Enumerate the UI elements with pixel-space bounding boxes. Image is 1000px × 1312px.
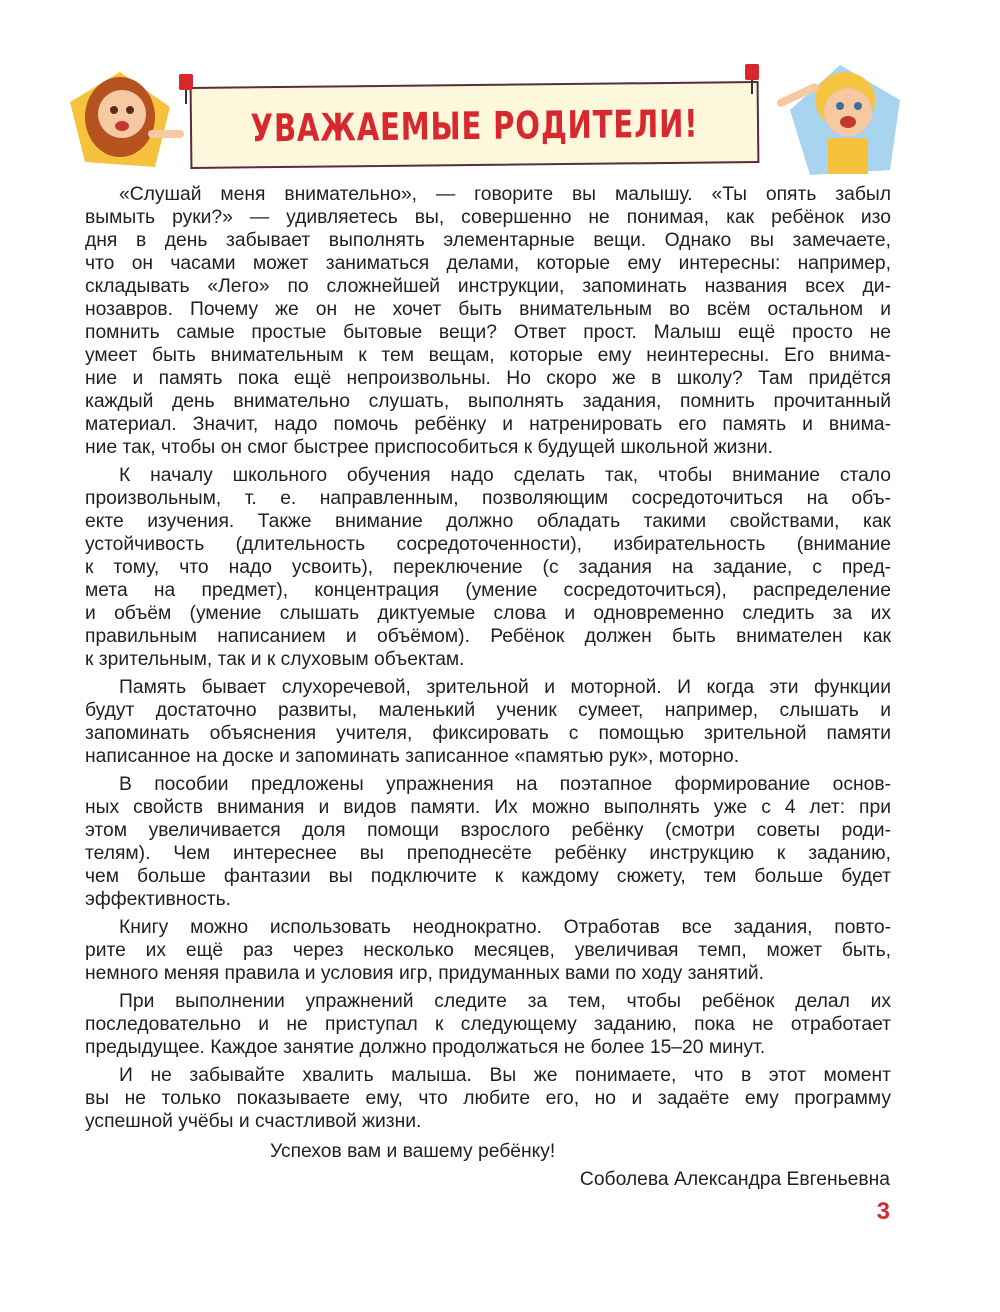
text-line: каждый день внимательно слушать, выполнять задания, помнить прочитанный	[85, 391, 891, 412]
text-line: вы не только показываете ему, что любите его, но и задаёте ему программу	[85, 1088, 891, 1109]
text-line: При выполнении упражнений следите за тем, чтобы ребёнок делал их	[119, 991, 891, 1012]
page-title: УВАЖАЕМЫЕ РОДИТЕЛИ!	[250, 101, 699, 151]
text-line: ных свойств внимания и видов памяти. Их можно выполнять уже с 4 лет: при	[85, 797, 891, 818]
text-line: чем больше фантазии вы подключите к каждому сюжету, тем больше будет	[85, 866, 891, 887]
girl-illustration-icon	[60, 62, 190, 172]
text-line: умеет быть внимательным к тем вещам, которые ему неинтересны. Его внима-	[85, 345, 891, 366]
paragraph	[85, 773, 891, 911]
text-line: помнить самые простые бытовые вещи? Ответ прост. Малыш ещё просто не	[85, 322, 891, 343]
text-line: произвольным, т. е. направленным, позволяющим сосредоточиться на объ-	[85, 488, 891, 509]
title-banner	[190, 81, 760, 169]
text-line: будут достаточно развиты, маленький ученик сумеет, например, слышать и	[85, 700, 891, 721]
text-line: устойчивость (длительность сосредоточенности), избирательность (внимание	[85, 534, 891, 555]
paragraph	[85, 916, 891, 985]
text-line: этом увеличивается доля помощи взрослого ребёнку (смотри советы роди-	[85, 820, 891, 841]
text-line: предыдущее. Каждое занятие должно продолжаться не более 15–20 минут.	[85, 1037, 766, 1058]
text-line: что он часами может заниматься делами, которые ему интересны: например,	[85, 253, 891, 274]
text-line: немного меняя правила и условия игр, придуманных вами по ходу занятий.	[85, 963, 764, 984]
text-line: рите их ещё раз через несколько месяцев, увеличивая темп, может быть,	[85, 940, 891, 961]
text-line: вымыть руки?» — удивляетесь вы, совершенно не понимая, как ребёнок изо	[85, 207, 891, 228]
text-line: «Слушай меня внимательно», — говорите вы малышу. «Ты опять забыл	[119, 184, 891, 205]
text-line: последовательно и не приступал к следующему заданию, пока не отработает	[85, 1014, 891, 1035]
text-line: дня в день забывает выполнять элементарные вещи. Однако вы замечаете,	[85, 230, 891, 251]
boy-illustration-icon	[770, 60, 910, 180]
text-line: правильным написанием и объёмом). Ребёнок должен быть внимателен как	[85, 626, 891, 647]
text-line: ние и память пока ещё непроизвольны. Но скоро же в школу? Там придётся	[85, 368, 891, 389]
page-number: 3	[876, 1198, 890, 1225]
text-line: К началу школьного обучения надо сделать так, чтобы внимание стало	[119, 465, 891, 486]
pushpin-icon	[742, 64, 760, 94]
text-line: написанное на доске и запоминать записанное «памятью рук», моторно.	[85, 746, 740, 767]
text-line: ние так, чтобы он смог быстрее приспособиться к будущей школьной жизни.	[85, 437, 774, 458]
text-line: складывать «Лего» по сложнейшей инструкции, запоминать названия всех ди-	[85, 276, 891, 297]
text-line: екте изучения. Также внимание должно обладать такими свойствами, как	[85, 511, 891, 532]
text-line: запоминать объяснения учителя, фиксировать с помощью зрительной памяти	[85, 723, 891, 744]
text-line: эффективность.	[85, 889, 232, 910]
pushpin-icon	[176, 74, 194, 104]
paragraph	[85, 464, 891, 671]
text-line: мета на предмет), концентрация (умение сосредоточиться), распределение	[85, 580, 891, 601]
paragraph	[85, 1064, 891, 1133]
paragraph	[85, 990, 891, 1059]
text-line: материал. Значит, надо помочь ребёнку и натренировать его память и внима-	[85, 414, 891, 435]
body-text	[85, 183, 891, 1138]
text-line: и объём (умение слышать диктуемые слова и одновременно следить за их	[85, 603, 891, 624]
author-signature: Соболева Александра Евгеньевна	[579, 1169, 890, 1190]
text-line: успешной учёбы и счастливой жизни.	[85, 1111, 422, 1132]
text-line: нозавров. Почему же он не хочет быть внимательным во всём остальном и	[85, 299, 891, 320]
closing-line: Успехов вам и вашему ребёнку!	[270, 1141, 556, 1162]
text-line: к тому, что надо усвоить), переключение (с задания на задание, с пред-	[85, 557, 891, 578]
paragraph	[85, 676, 891, 768]
text-line: В пособии предложены упражнения на поэтапное формирование основ-	[119, 774, 891, 795]
text-line: к зрительным, так и к слуховым объектам.	[85, 649, 465, 670]
text-line: Книгу можно использовать неоднократно. Отработав все задания, повто-	[119, 917, 891, 938]
paragraph	[85, 183, 891, 459]
text-line: телям). Чем интереснее вы преподнесёте ребёнку инструкцию к заданию,	[85, 843, 891, 864]
text-line: Память бывает слухоречевой, зрительной и моторной. И когда эти функции	[119, 677, 891, 698]
text-line: И не забывайте хвалить малыша. Вы же понимаете, что в этот момент	[119, 1065, 891, 1086]
